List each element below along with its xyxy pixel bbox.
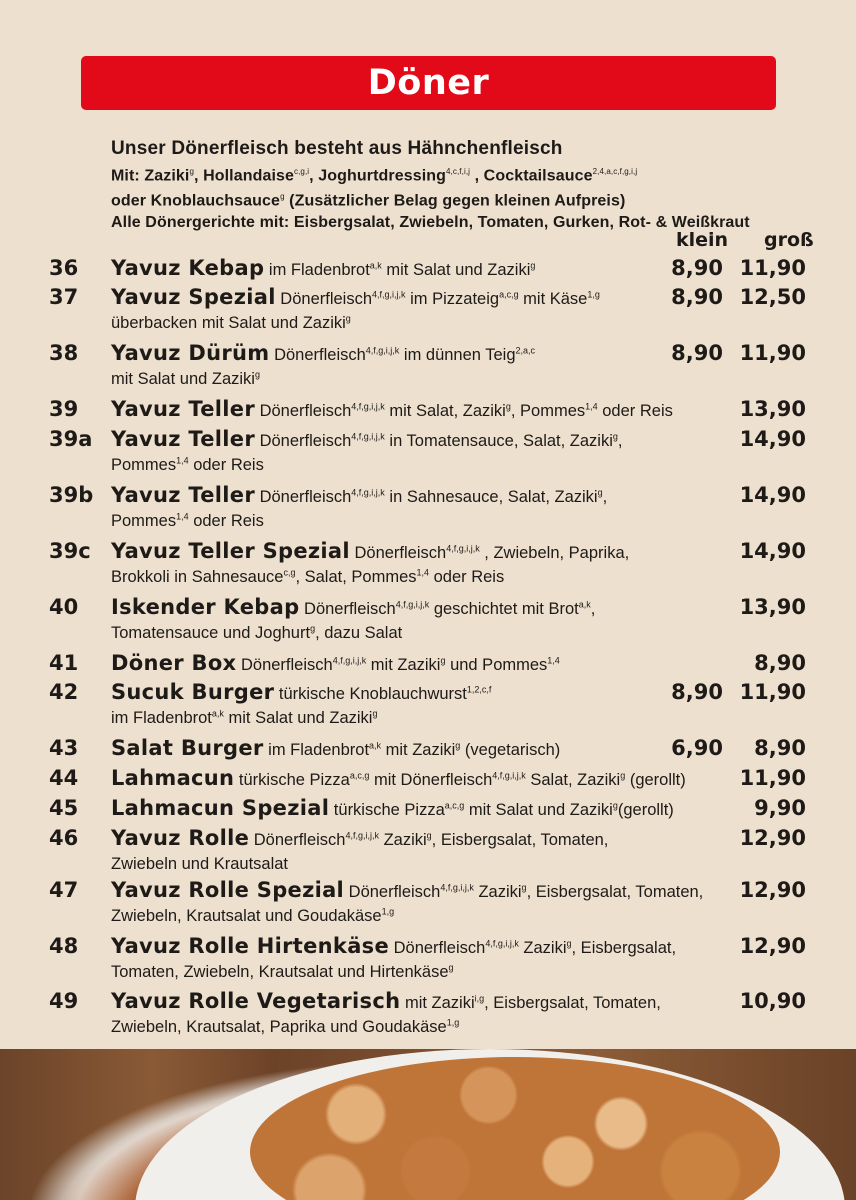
allergen-superscript: 2,4,a,c,f,g,i,j: [592, 167, 638, 176]
title-banner: [81, 56, 776, 110]
intro-toppings: Alle Dönergerichte mit: Eisbergsalat, Zwiebeln, Tomaten, Gurken, Rot- & Weißkraut: [111, 213, 750, 231]
text-run: oder Reis: [188, 456, 264, 474]
price-klein: 8,90: [671, 680, 723, 704]
price-gross: 10,90: [739, 989, 806, 1013]
item-description-line2: [111, 365, 260, 393]
item-number: 48: [49, 934, 79, 958]
text-run: Dönerfleisch: [275, 290, 373, 308]
text-run: mit Zaziki: [366, 656, 441, 674]
price-gross: 8,90: [754, 736, 806, 760]
item-number: 46: [49, 826, 79, 850]
text-run: Tomaten, Zwiebeln, Krautsalat und Hirtenkäse: [111, 963, 449, 981]
allergen-superscript: g: [530, 260, 536, 271]
text-run: überbacken mit Salat und Zaziki: [111, 314, 346, 332]
allergen-superscript: 2,a,c: [515, 345, 536, 356]
allergen-superscript: a,c,g: [349, 770, 370, 781]
column-header-klein: klein: [676, 229, 729, 251]
item-description-line2: [111, 902, 394, 930]
item-name: Yavuz Kebap: [111, 256, 265, 280]
text-run: Dönerfleisch: [255, 432, 352, 450]
text-run: Dönerfleisch: [349, 544, 447, 562]
item-number: 38: [49, 341, 79, 365]
price-gross: 13,90: [739, 595, 806, 619]
price-gross: 13,90: [739, 397, 806, 421]
allergen-superscript: 1,4: [547, 655, 560, 666]
item-name: Salat Burger: [111, 736, 264, 760]
allergen-superscript: g: [440, 655, 446, 666]
text-run: mit Salat und Zaziki: [381, 261, 531, 279]
text-run: Dönerfleisch: [344, 883, 441, 901]
allergen-superscript: 1,4: [416, 567, 430, 578]
text-run: Dönerfleisch: [236, 656, 333, 674]
text-run: (vegetarisch): [460, 741, 561, 759]
text-run: , Pommes: [510, 402, 586, 420]
text-run: , Eisbergsalat, Tomaten,: [484, 994, 661, 1012]
allergen-superscript: 4,f,g,i,j,k: [351, 431, 385, 442]
text-run: mit Dönerfleisch: [369, 771, 493, 789]
text-run: türkische Pizza: [329, 801, 445, 819]
allergen-superscript: 1,2,c,f: [466, 684, 492, 695]
item-name: Yavuz Dürüm: [111, 341, 270, 365]
item-number: 39: [49, 397, 79, 421]
item-name: Yavuz Rolle Spezial: [111, 878, 345, 902]
allergen-superscript: g: [455, 740, 461, 751]
allergen-superscript: a,k: [369, 260, 382, 271]
allergen-superscript: 1,4: [176, 511, 189, 522]
text-run: oder Reis: [429, 568, 505, 586]
allergen-superscript: g: [345, 313, 351, 324]
item-description-line2: [111, 958, 454, 986]
item-number: 37: [49, 285, 79, 309]
text-run: mit Zaziki: [400, 994, 475, 1012]
text-run: im Pizzateig: [405, 290, 500, 308]
text-run: Dönerfleisch: [249, 831, 346, 849]
item-description: [111, 794, 674, 824]
price-klein: 8,90: [671, 341, 723, 365]
text-run: Zwiebeln und Krautsalat: [111, 855, 289, 873]
item-number: 41: [49, 651, 79, 675]
item-name: Yavuz Teller Spezial: [111, 539, 350, 563]
text-run: in Sahnesauce, Salat, Zaziki: [384, 488, 598, 506]
text-run: im dünnen Teig: [399, 346, 516, 364]
item-description-line2: [111, 704, 377, 732]
text-run: türkische Pizza: [234, 771, 350, 789]
text-run: mit Salat, Zaziki: [384, 402, 506, 420]
price-gross: 11,90: [739, 256, 806, 280]
text-run: Zwiebeln, Krautsalat, Paprika und Goudakäse: [111, 1018, 447, 1036]
text-run: ,: [590, 600, 596, 618]
text-run: , Zwiebeln, Paprika,: [479, 544, 630, 562]
allergen-superscript: g: [612, 800, 618, 811]
allergen-superscript: 4,f,g,i,j,k: [372, 289, 406, 300]
text-run: Zaziki: [378, 831, 427, 849]
text-run: türkische Knoblauchwurst: [274, 685, 467, 703]
text-run: Dönerfleisch: [255, 488, 352, 506]
price-gross: 14,90: [739, 483, 806, 507]
item-name: Lahmacun Spezial: [111, 796, 330, 820]
price-klein: 8,90: [671, 285, 723, 309]
item-description: [111, 649, 671, 679]
allergen-superscript: c,g,i: [294, 167, 310, 176]
price-gross: 11,90: [739, 680, 806, 704]
price-gross: 11,90: [739, 766, 806, 790]
item-number: 45: [49, 796, 79, 820]
price-gross: 11,90: [739, 341, 806, 365]
item-number: 40: [49, 595, 79, 619]
text-run: und Pommes: [445, 656, 548, 674]
price-gross: 9,90: [754, 796, 806, 820]
price-gross: 8,90: [754, 651, 806, 675]
allergen-superscript: g: [372, 708, 378, 719]
text-run: im Fladenbrot: [263, 741, 370, 759]
intro-garlic-sauce: [111, 186, 811, 211]
allergen-superscript: 4,c,f,i,j: [446, 167, 471, 176]
item-name: Yavuz Spezial: [111, 285, 276, 309]
allergen-superscript: 4,f,g,i,j,k: [440, 882, 474, 893]
allergen-superscript: g: [426, 830, 432, 841]
text-run: Dönerfleisch: [299, 600, 396, 618]
item-name: Döner Box: [111, 651, 237, 675]
intro-sauces: [111, 161, 811, 186]
text-run: mit Salat und Zaziki: [111, 370, 255, 388]
text-run: oder Reis: [188, 512, 264, 530]
allergen-superscript: 1,4: [176, 455, 189, 466]
text-run: , Salat, Pommes: [295, 568, 417, 586]
allergen-superscript: 4,f,g,i,j,k: [395, 599, 430, 610]
intro-block: [111, 137, 811, 233]
item-number: 44: [49, 766, 79, 790]
allergen-superscript: i,g: [474, 993, 485, 1004]
text-run: Brokkoli in Sahnesauce: [111, 568, 284, 586]
item-description: [111, 254, 671, 284]
price-gross: 14,90: [739, 427, 806, 451]
allergen-superscript: g: [521, 882, 527, 893]
text-run: , Eisbergsalat,: [571, 939, 677, 957]
item-number: 36: [49, 256, 79, 280]
price-gross: 12,90: [739, 826, 806, 850]
price-gross: 12,90: [739, 934, 806, 958]
text-run: Dönerfleisch: [269, 346, 366, 364]
allergen-superscript: 4,f,g,i,j,k: [332, 655, 367, 666]
allergen-superscript: g: [189, 167, 194, 176]
price-gross: 12,50: [739, 285, 806, 309]
text-run: Dönerfleisch: [255, 402, 352, 420]
text-run: , Cocktailsauce: [470, 167, 593, 185]
text-run: Salat, Zaziki: [525, 771, 621, 789]
item-description-line2: [111, 507, 264, 535]
text-run: mit Salat und Zaziki: [464, 801, 613, 819]
item-description-line2: [111, 563, 504, 591]
allergen-superscript: g: [254, 369, 260, 380]
allergen-superscript: 4,f,g,i,j,k: [485, 938, 519, 949]
allergen-superscript: g: [280, 192, 285, 202]
item-name: Yavuz Rolle Hirtenkäse: [111, 934, 390, 958]
allergen-superscript: g: [566, 938, 572, 949]
text-run: ,: [602, 488, 608, 506]
item-name: Sucuk Burger: [111, 680, 275, 704]
item-description-line2: [111, 451, 264, 479]
text-run: Pommes: [111, 456, 177, 474]
item-number: 42: [49, 680, 79, 704]
item-description-line2: [111, 1013, 459, 1041]
text-run: (gerollt): [617, 801, 674, 819]
item-name: Yavuz Teller: [111, 483, 255, 507]
text-run: ,: [617, 432, 623, 450]
text-run: , dazu Salat: [315, 624, 403, 642]
item-description-line2: [111, 309, 351, 337]
item-number: 39b: [49, 483, 94, 507]
column-header-gross: groß: [764, 229, 814, 251]
text-run: mit Salat und Zaziki: [223, 709, 373, 727]
item-description: [111, 395, 671, 425]
page-title: Döner: [367, 63, 490, 103]
allergen-superscript: 4,f,g,i,j,k: [351, 401, 385, 412]
allergen-superscript: 4,f,g,i,j,k: [446, 543, 480, 554]
item-description-line2: [111, 850, 288, 878]
text-run: Tomatensauce und Joghurt: [111, 624, 311, 642]
text-run: Zaziki: [518, 939, 567, 957]
item-description: [111, 734, 671, 764]
allergen-superscript: 4,f,g,i,j,k: [345, 830, 379, 841]
item-name: Yavuz Rolle Vegetarisch: [111, 989, 401, 1013]
price-gross: 14,90: [739, 539, 806, 563]
text-run: Mit: Zaziki: [111, 167, 190, 185]
allergen-superscript: c,g: [283, 567, 296, 578]
allergen-superscript: 4,f,g,i,j,k: [351, 487, 385, 498]
item-number: 39a: [49, 427, 93, 451]
intro-meat-note: Unser Dönerfleisch besteht aus Hähnchenfleisch: [111, 138, 563, 159]
allergen-superscript: 1,g: [381, 906, 395, 917]
text-run: , Eisbergsalat, Tomaten,: [431, 831, 609, 849]
item-number: 47: [49, 878, 79, 902]
allergen-superscript: g: [620, 770, 626, 781]
price-klein: 6,90: [671, 736, 723, 760]
allergen-superscript: a,k: [211, 708, 224, 719]
allergen-superscript: a,k: [578, 599, 591, 610]
doner-photo: [0, 1049, 856, 1200]
text-run: Dönerfleisch: [389, 939, 486, 957]
text-run: , Hollandaise: [194, 167, 294, 185]
item-name: Lahmacun: [111, 766, 235, 790]
allergen-superscript: a,c,g: [444, 800, 465, 811]
text-run: im Fladenbrot: [111, 709, 212, 727]
text-run: in Tomatensauce, Salat, Zaziki: [384, 432, 613, 450]
text-run: mit Käse: [518, 290, 588, 308]
allergen-superscript: g: [597, 487, 603, 498]
item-number: 43: [49, 736, 79, 760]
text-run: Zwiebeln, Krautsalat und Goudakäse: [111, 907, 382, 925]
allergen-superscript: a,c,g: [499, 289, 519, 300]
text-run: geschichtet mit Brot: [429, 600, 579, 618]
allergen-superscript: g: [448, 962, 454, 973]
allergen-superscript: 1,4: [585, 401, 598, 412]
allergen-superscript: 4,f,g,i,j,k: [365, 345, 400, 356]
text-run: oder Knoblauchsauce: [111, 192, 281, 210]
price-gross: 12,90: [739, 878, 806, 902]
text-run: im Fladenbrot: [264, 261, 370, 279]
allergen-superscript: g: [310, 623, 316, 634]
item-number: 49: [49, 989, 79, 1013]
text-run: Pommes: [111, 512, 177, 530]
price-klein: 8,90: [671, 256, 723, 280]
item-name: Iskender Kebap: [111, 595, 300, 619]
item-description-line2: [111, 619, 402, 647]
text-run: (gerollt): [625, 771, 686, 789]
text-run: Zaziki: [473, 883, 522, 901]
item-name: Yavuz Rolle: [111, 826, 250, 850]
text-run: (Zusätzlicher Belag gegen kleinen Aufpreis): [284, 192, 626, 210]
item-description: [111, 764, 686, 794]
item-number: 39c: [49, 539, 91, 563]
allergen-superscript: g: [612, 431, 618, 442]
item-name: Yavuz Teller: [111, 427, 255, 451]
text-run: mit Zaziki: [381, 741, 456, 759]
text-run: oder Reis: [597, 402, 673, 420]
text-run: , Joghurtdressing: [309, 167, 446, 185]
allergen-superscript: 4,f,g,i,j,k: [492, 770, 526, 781]
allergen-superscript: 1,g: [587, 289, 600, 300]
item-name: Yavuz Teller: [111, 397, 255, 421]
allergen-superscript: a,k: [369, 740, 382, 751]
allergen-superscript: g: [505, 401, 511, 412]
allergen-superscript: 1,g: [446, 1017, 460, 1028]
text-run: , Eisbergsalat, Tomaten,: [526, 883, 704, 901]
